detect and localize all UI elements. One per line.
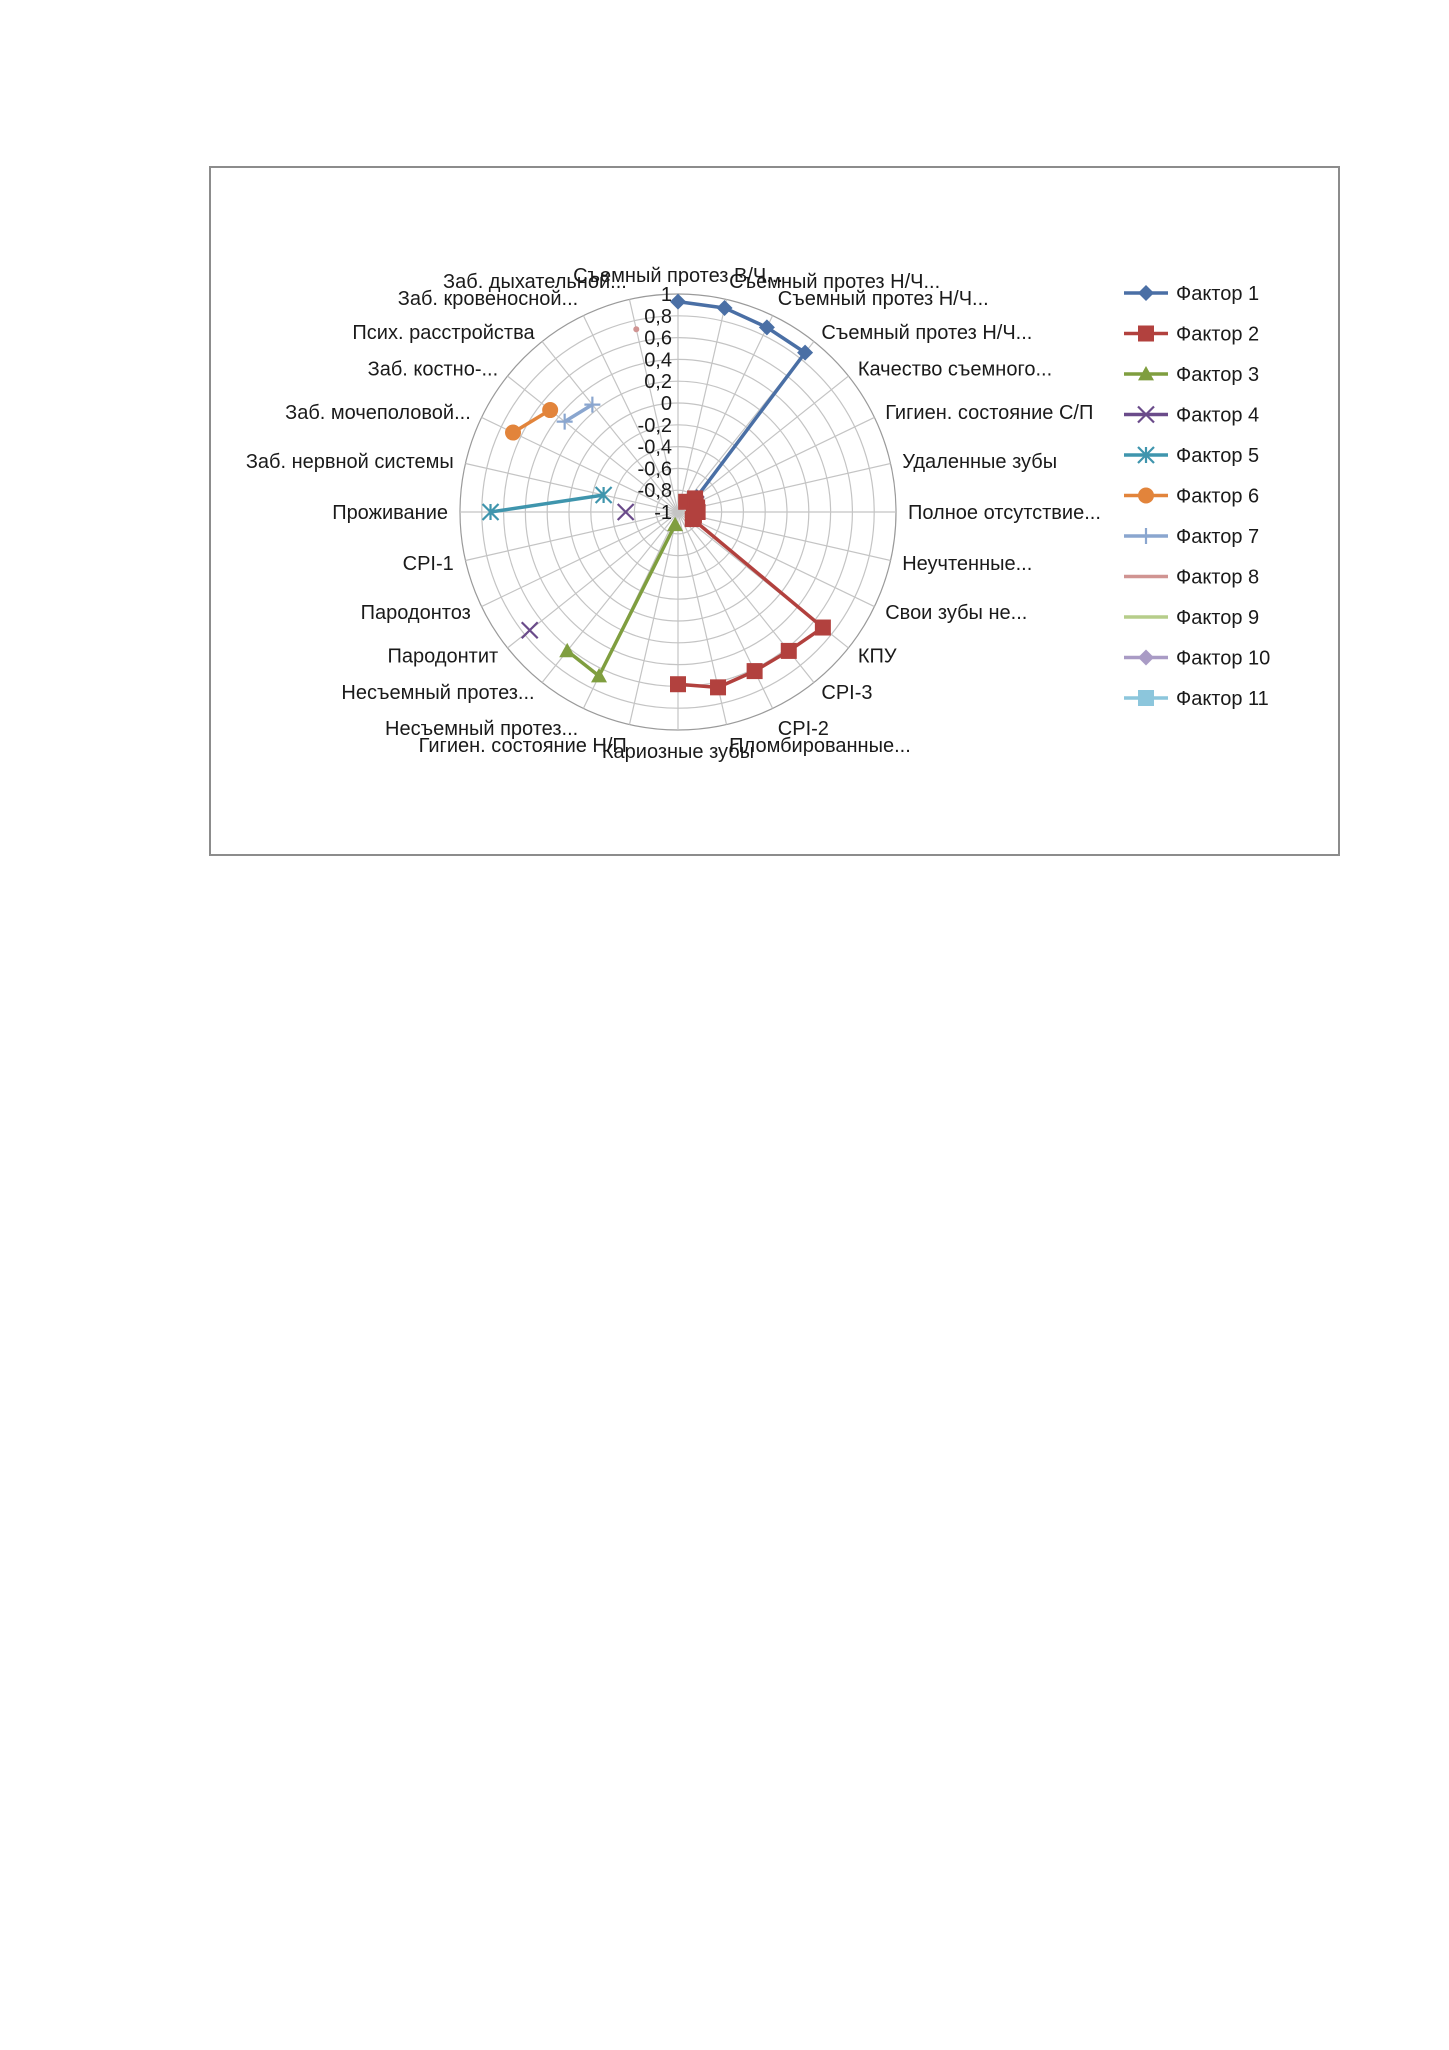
legend-label: Фактор 3 (1176, 364, 1260, 386)
legend-label: Фактор 6 (1176, 485, 1260, 508)
category-label: CPI-2 (777, 718, 829, 741)
radar-grid (460, 294, 896, 730)
category-label: Удаленные зубы (902, 450, 1058, 473)
data-point (522, 622, 538, 638)
legend-label: Фактор 5 (1176, 445, 1260, 467)
legend-item (1124, 486, 1259, 508)
radar-chart (211, 168, 1338, 854)
category-label: Кариозные зубы (601, 741, 755, 763)
category-label: Съемный протез Н/Ч... (729, 270, 941, 293)
legend (1124, 283, 1270, 710)
grid-spoke (678, 417, 874, 512)
category-label: Качество съемного... (857, 358, 1053, 381)
grid-spoke (678, 299, 727, 512)
data-point (670, 676, 686, 692)
data-point (815, 620, 831, 636)
series-8 (633, 326, 639, 332)
grid-spoke (678, 512, 891, 561)
radial-tick-label: -0,8 (637, 480, 672, 503)
data-point (717, 300, 733, 316)
data-point (747, 663, 763, 679)
series-3 (559, 517, 683, 683)
legend-label: Фактор 11 (1176, 688, 1269, 710)
category-label: Заб. кровеносной... (397, 287, 579, 310)
legend-item (1124, 688, 1269, 710)
legend-item (1124, 364, 1259, 386)
radial-tick-label: 0,8 (644, 305, 672, 328)
category-label: Пломбированные... (729, 735, 911, 758)
legend-item (1124, 526, 1259, 548)
category-label: Проживание (332, 502, 448, 524)
radial-tick-label: -0,2 (637, 414, 672, 437)
category-label: Несъемный протез... (385, 718, 579, 741)
data-point (633, 326, 639, 332)
data-point (542, 402, 558, 418)
category-label: Заб. нервной системы (245, 450, 454, 473)
legend-label: Фактор 4 (1176, 404, 1260, 427)
radial-tick-label: 1 (660, 284, 672, 306)
radial-tick-label: 0,4 (644, 349, 672, 372)
legend-item (1124, 567, 1259, 589)
category-label: Свои зубы не... (885, 601, 1028, 624)
radial-tick-label: -1 (654, 502, 672, 524)
category-label: Псих. расстройства (352, 322, 535, 345)
category-label: Заб. мочеполовой... (285, 402, 471, 425)
series-6 (505, 402, 558, 440)
legend-swatch-marker (1138, 488, 1154, 504)
legend-item (1124, 405, 1259, 427)
legend-item (1124, 324, 1259, 346)
radial-tick-label: 0,2 (644, 371, 672, 394)
category-label: Пародонтит (387, 645, 499, 668)
grid-spoke (678, 512, 874, 607)
data-point (685, 511, 701, 527)
data-point (710, 679, 726, 695)
category-label: Гигиен. состояние С/П (885, 402, 1094, 425)
legend-label: Фактор 9 (1176, 607, 1260, 629)
category-label: Съемный протез Н/Ч... (777, 287, 989, 310)
radial-tick-label: -0,6 (637, 458, 672, 481)
category-label: Пародонтоз (360, 601, 471, 624)
legend-swatch-marker (1138, 528, 1154, 544)
data-point (781, 643, 797, 659)
data-point (505, 425, 521, 441)
legend-item (1124, 283, 1259, 305)
category-label: Полное отсутствие... (908, 502, 1101, 524)
data-point (584, 397, 600, 413)
legend-item (1124, 445, 1259, 467)
radial-tick-label: -0,4 (637, 436, 672, 459)
legend-label: Фактор 2 (1176, 323, 1260, 346)
legend-label: Фактор 1 (1176, 283, 1260, 305)
series-line (678, 302, 805, 497)
series-4 (522, 504, 634, 638)
legend-swatch-marker (1138, 690, 1154, 706)
series-7 (557, 397, 601, 430)
radial-tick-labels (638, 284, 672, 524)
legend-label: Фактор 8 (1176, 566, 1260, 589)
category-label: Несъемный протез... (341, 681, 535, 704)
legend-swatch-marker (1138, 326, 1154, 342)
grid-spoke (482, 512, 678, 607)
category-label: Неучтенные... (902, 553, 1033, 576)
category-label: КПУ (857, 645, 897, 668)
category-label: Съемный протез В/Ч... (573, 265, 783, 287)
category-label: Съемный протез Н/Ч... (821, 322, 1033, 345)
legend-swatch-marker (1138, 650, 1154, 666)
legend-item (1124, 607, 1259, 629)
category-label: CPI-3 (821, 681, 873, 704)
chart-frame (209, 166, 1340, 856)
category-label: Заб. дыхательной... (443, 270, 627, 293)
radial-tick-label: 0,6 (644, 327, 672, 350)
grid-spoke (678, 463, 891, 512)
legend-label: Фактор 10 (1176, 647, 1271, 670)
radial-tick-label: 0 (660, 393, 672, 415)
data-point (559, 643, 575, 657)
grid-spoke (629, 512, 678, 725)
legend-swatch-marker (1138, 285, 1154, 301)
legend-label: Фактор 7 (1176, 526, 1260, 548)
category-label: Заб. костно-... (367, 358, 499, 381)
data-point (670, 294, 686, 310)
series-line (565, 405, 593, 422)
legend-item (1124, 648, 1270, 670)
category-label: CPI-1 (402, 553, 454, 576)
category-label: Гигиен. состояние Н/П (418, 735, 627, 758)
